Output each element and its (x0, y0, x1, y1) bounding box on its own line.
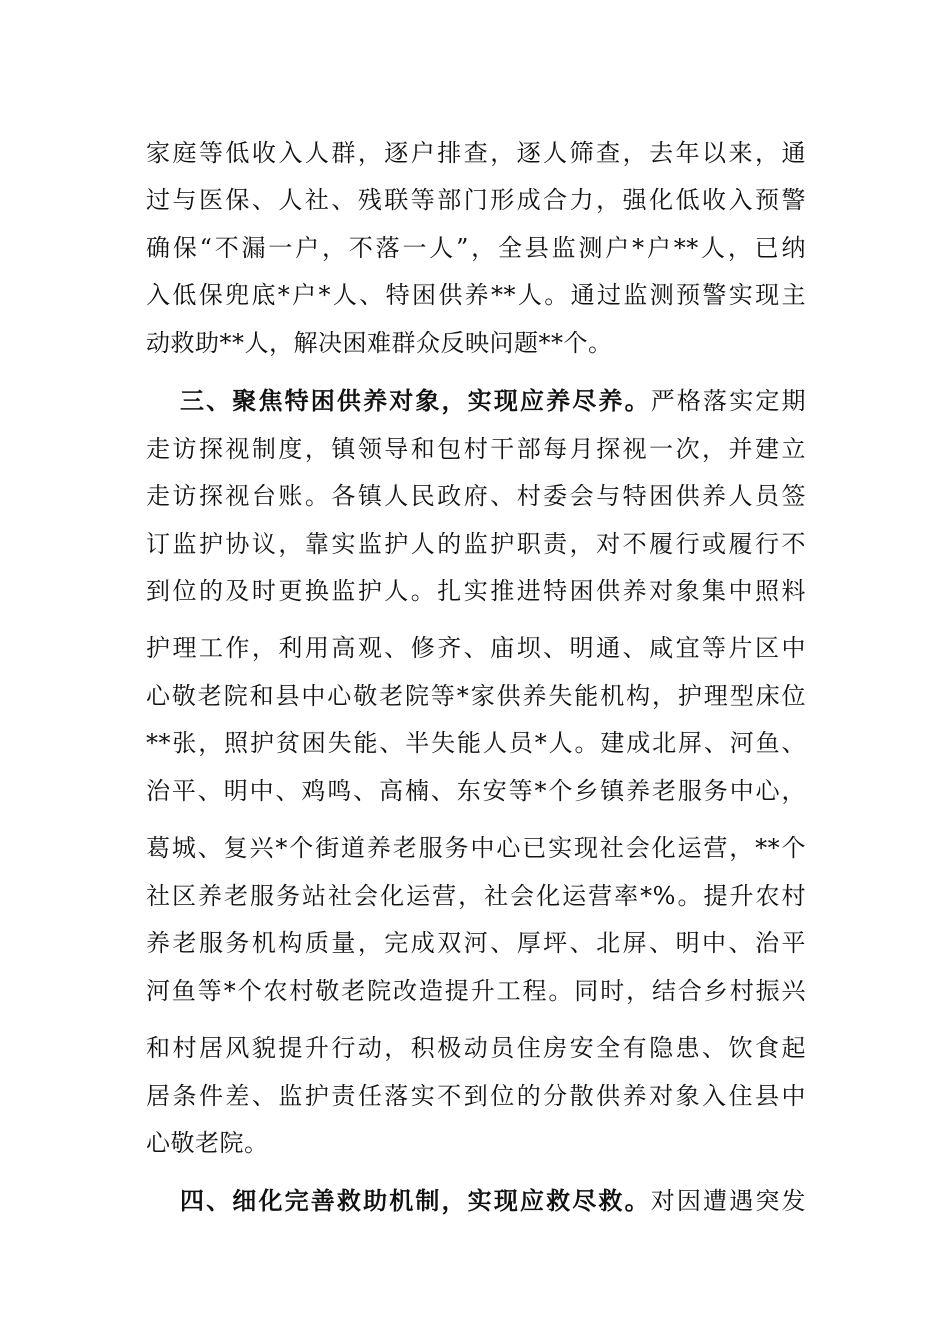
section-4-first-line (180, 1181, 806, 1221)
paragraph-line: 家庭等低收入人群，逐户排查，逐人筛查，去年以来，通 (146, 139, 806, 167)
paragraph-line: 走访探视台账。各镇人民政府、村委会与特困供养人员签 (146, 482, 806, 510)
section-4-heading: 四、细化完善救助机制，实现应救尽救。 (180, 1187, 651, 1215)
paragraph-line: 入低保兜底*户*人、特困供养**人。通过监测预警实现主 (146, 281, 806, 309)
paragraph-line: 葛城、复兴*个街道养老服务中心已实现社会化运营，**个 (146, 834, 806, 862)
paragraph-line: 过与医保、人社、残联等部门形成合力，强化低收入预警 (146, 186, 806, 214)
paragraph-line: 订监护协议，靠实监护人的监护职责，对不履行或履行不 (146, 530, 806, 558)
paragraph-line: 养老服务机构质量，完成双河、厚坪、北屏、明中、治平 (146, 929, 806, 957)
paragraph-line: 到位的及时更换监护人。扎实推进特困供养对象集中照料 (146, 577, 806, 605)
paragraph-line: 走访探视制度，镇领导和包村干部每月探视一次，并建立 (146, 435, 806, 463)
paragraph-line: 治平、明中、鸡鸣、高楠、东安等*个乡镇养老服务中心， (146, 777, 806, 805)
paragraph-line: 心敬老院和县中心敬老院等*家供养失能机构，护理型床位 (146, 682, 806, 710)
paragraph-line: 确保“不漏一户，不落一人”，全县监测户*户**人，已纳 (146, 234, 806, 262)
paragraph-line: **张，照护贫困失能、半失能人员*人。建成北屏、河鱼、 (146, 729, 806, 757)
paragraph-line: 和村居风貌提升行动，积极动员住房安全有隐患、饮食起 (146, 1034, 806, 1062)
paragraph-line: 社区养老服务站社会化运营，社会化运营率*%。提升农村 (146, 882, 806, 910)
section-3-first-line (180, 381, 806, 421)
paragraph-line: 护理工作，利用高观、修齐、庙坝、明通、咸宜等片区中 (146, 634, 806, 662)
paragraph-line: 河鱼等*个农村敬老院改造提升工程。同时，结合乡村振兴 (146, 977, 806, 1005)
section-3-heading: 三、聚焦特困供养对象，实现应养尽养。 (180, 387, 651, 415)
paragraph-line: 居条件差、监护责任落实不到位的分散供养对象入住县中 (146, 1082, 806, 1110)
section-4-first-line-text: 对因遭遇突发 (650, 1187, 807, 1215)
paragraph-line: 动救助**人，解决困难群众反映问题**个。 (146, 329, 613, 357)
paragraph-line: 心敬老院。 (146, 1129, 269, 1157)
section-3-first-line-text: 严格落实定期 (650, 387, 807, 415)
